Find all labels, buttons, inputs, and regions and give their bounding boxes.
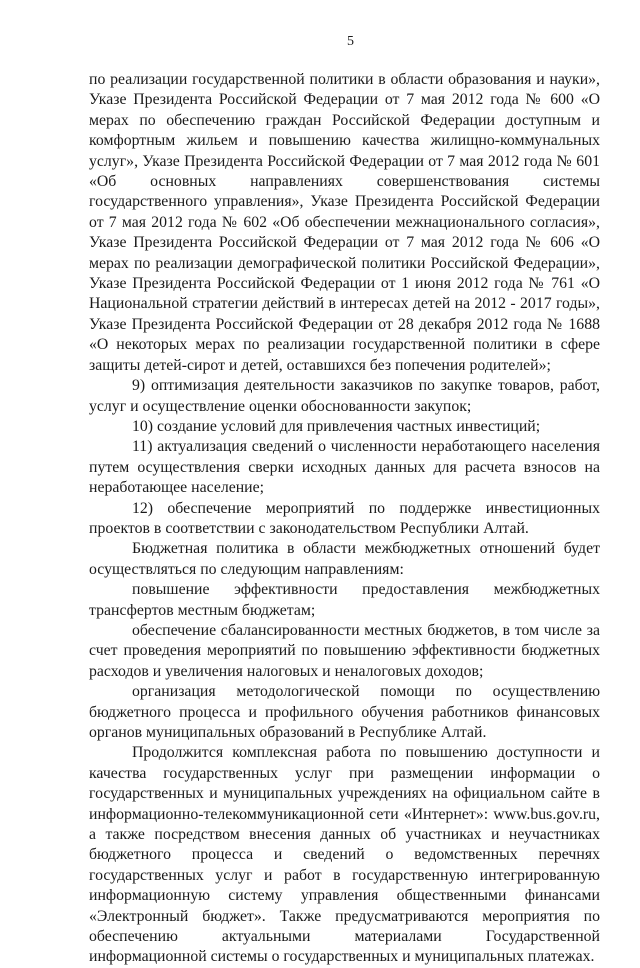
paragraph-item-12: 12) обеспечение мероприятий по поддержке инвестиционных проектов в соответствии с законодательством Республики Алтай. (89, 499, 600, 537)
paragraph-item-10: 10) создание условий для привлечения частных инвестиций; (132, 417, 541, 435)
paragraph-methodological-help: организация методологической помощи по осуществлению бюджетного процесса и профильного обучения работников финансовых органов муниципальных образований в Республике Алтай. (89, 683, 600, 741)
paragraph-interbudget-policy: Бюджетная политика в области межбюджетных отношений будет осуществляться по следующим направлениям: (89, 540, 600, 578)
paragraph-budget-balance: обеспечение сбалансированности местных бюджетов, в том числе за счет проведения мероприятий по повышению эффективности бюджетных расходов и увеличения налоговых и неналоговых доходов; (89, 621, 600, 680)
paragraph-item-11: 11) актуализация сведений о численности неработающего населения путем осуществления сверки исходных данных для расчета взносов на неработающее население; (89, 438, 600, 497)
paragraph-public-services: Продолжится комплексная работа по повышению доступности и качества государственных услуг при размещении информации о государственных и муниципальных учреждениях на официальном сайте в информационно-телекоммуникационной сети «Интернет»: www.bus.gov.ru, а также посредством внесения данных об участниках и неучастниках бюджетного процесса и сведений о ведомственных перечнях государственных услуг и работ в государственную интегрированную информационную систему управления общественными финансами «Электронный бюджет». Также предусматриваются мероприятия по обеспечению актуальными материалами Государственной информационной системы о государственных и муниципальных платежах. (89, 744, 600, 966)
paragraph-transfer-efficiency: повышение эффективности предоставления межбюджетных трансфертов местным бюджетам; (89, 581, 600, 619)
paragraph-item-9: 9) оптимизация деятельности заказчиков по закупке товаров, работ, услуг и осуществление оценки обоснованности закупок; (89, 377, 600, 415)
paragraph-presidential-decrees: по реализации государственной политики в области образования и науки», Указе Президента Российской Федерации от 7 мая 2012 года № 600 «О мерах по обеспечению граждан Российской Федерации доступным и комфортным жильем и повышению качества жилищно-коммунальных услуг», Указе Президента Российской Федерации от 7 мая 2012 года № 601 «Об основных направлениях совершенствования системы государственного управления», Указе Президента Российской Федерации от 7 мая 2012 года № 602 «Об обеспечении межнационального согласия», Указе Президента Российской Федерации от 7 мая 2012 года № 606 «О мерах по реализации демографической политики Российской Федерации», Указе Президента Российской Федерации от 1 июня 2012 года № 761 «О Национальной стратегии действий в интересах детей на 2012 - 2017 годы», Указе Президента Российской Федерации от 28 декабря 2012 года № 1688 «О некоторых мерах по реализации государственной политики в сфере защиты детей-сирот и детей, оставшихся без попечения родителей»; (89, 71, 600, 374)
page-number: 5 (347, 34, 354, 49)
